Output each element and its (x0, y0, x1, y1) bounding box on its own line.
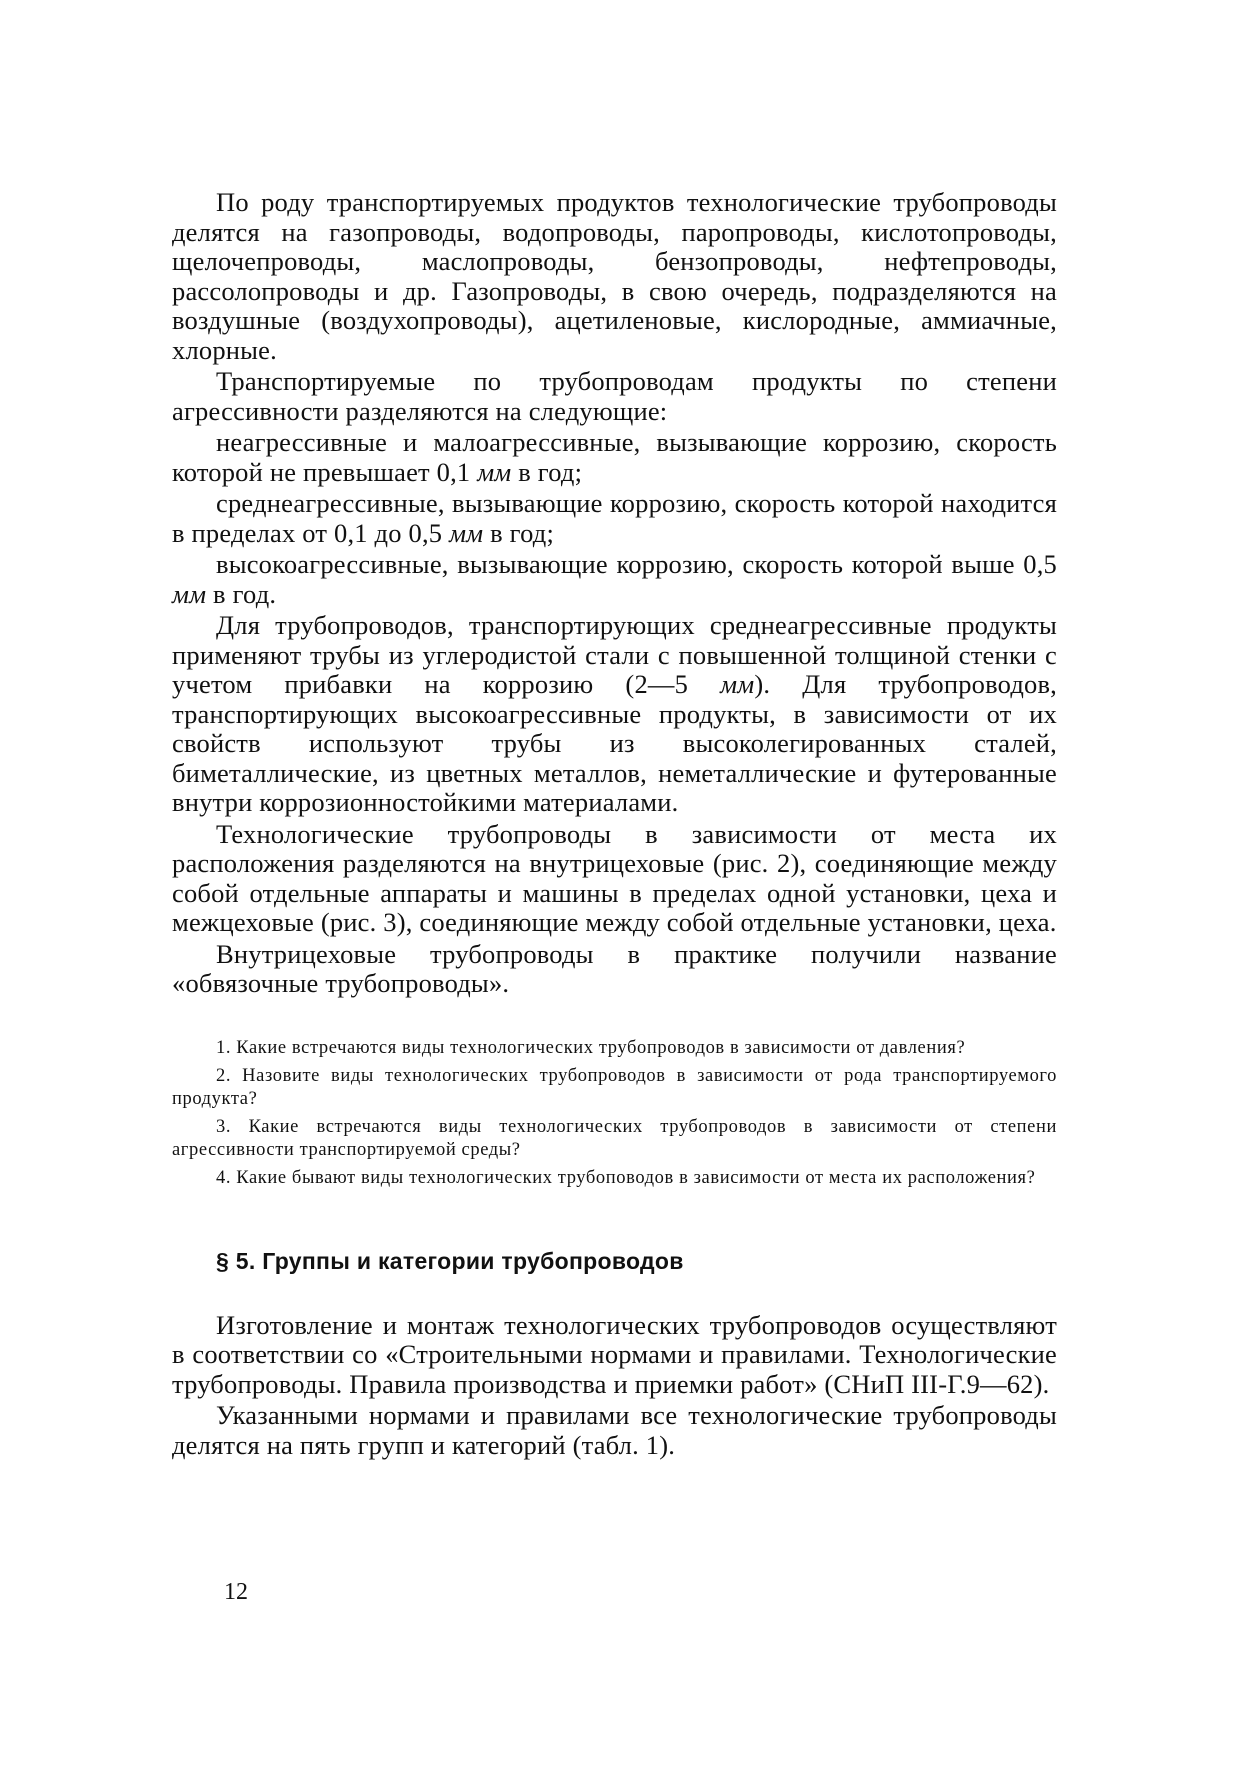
question-item: 3. Какие встречаются виды технологических трубопроводов в зависимости от степени агрессивности транспортируемой среды? (172, 1116, 1057, 1160)
text-segment: в год. (206, 578, 277, 609)
unit-mm: мм (172, 578, 207, 609)
page-content (172, 188, 1057, 1460)
review-questions (172, 1037, 1057, 1190)
paragraph-medium-aggressive (172, 489, 1057, 548)
question-item: 4. Какие бывают виды технологических трубоповодов в зависимости от места их расположения? (216, 1167, 1036, 1188)
paragraph-standards: Изготовление и монтаж технологических трубопроводов осуществляют в соответствии со «Строительными нормами и правилами. Технологические трубопроводы. Правила производства и приемки работ» (СНиП III-Г.9—62). (172, 1309, 1057, 1399)
paragraph-aggressiveness-intro: Транспортируемые по трубопроводам продукты по степени агрессивности разделяются на следующие: (172, 366, 1057, 426)
text-segment: неагрессивные и малоагрессивные, вызывающие коррозию, скорость которой не превышает 0,1 (172, 427, 1057, 487)
question-item: 2. Назовите виды технологических трубопроводов в зависимости от рода транспортируемого продукта? (172, 1065, 1057, 1109)
text-segment: Для трубопроводов, транспортирующих среднеагрессивные продукты применяют трубы из углеродистой стали с повышенной толщиной стенки с учетом прибавки на коррозию (2—5 (172, 610, 1057, 699)
unit-mm: мм (720, 669, 755, 699)
paragraph-binding-pipes: Внутрицеховые трубопроводы в практике получили название «обвязочные трубопроводы». (172, 938, 1057, 998)
paragraph-non-aggressive (172, 428, 1057, 487)
page-number: 12 (224, 1579, 248, 1605)
unit-mm: мм (477, 456, 512, 487)
section-body (172, 1311, 1057, 1461)
text-segment: в год; (511, 456, 583, 487)
paragraph-location: Технологические трубопроводы в зависимости от места их расположения разделяются на внутрицеховые (рис. 2), соединяющие между собой отдельные аппараты и машины в пределах одной установки, цеха и межцеховые (рис. 3), соединяющие между собой отдельные установки, цеха. (172, 818, 1057, 937)
text-segment: высокоагрессивные, вызывающие коррозию, скорость которой выше 0,5 (216, 549, 1057, 579)
unit-mm: мм (449, 517, 484, 548)
text-segment: среднеагрессивные, вызывающие коррозию, скорость которой находится в пределах от 0,1 до 0,5 (172, 488, 1057, 548)
paragraph-product-types: По роду транспортируемых продуктов технологические трубопроводы делятся на газопроводы, водопроводы, паропроводы, кислотопроводы, щелочепроводы, маслопроводы, бензопроводы, нефтепроводы, рассолопроводы и др. Газопроводы, в свою очередь, подразделяются на воздушные (воздухопроводы), ацетиленовые, кислородные, аммиачные, хлорные. (172, 187, 1057, 365)
text-segment: в год; (483, 517, 555, 548)
paragraph-pipe-materials (172, 611, 1057, 818)
text-segment: ). Для трубопроводов, транспортирующих высокоагрессивные продукты, в зависимости от их свойств используют трубы из высоколегированных сталей, биметаллические, из цветных металлов, неметаллические и футерованные внутри коррозионностойкими материалами. (172, 669, 1057, 817)
paragraph-high-aggressive (172, 550, 1057, 609)
section-heading: § 5. Группы и категории трубопроводов (216, 1247, 684, 1274)
question-item: 1. Какие встречаются виды технологических трубопроводов в зависимости от давления? (216, 1037, 966, 1058)
paragraph-groups: Указанными нормами и правилами все технологические трубопроводы делятся на пять групп и категорий (табл. 1). (172, 1400, 1057, 1460)
